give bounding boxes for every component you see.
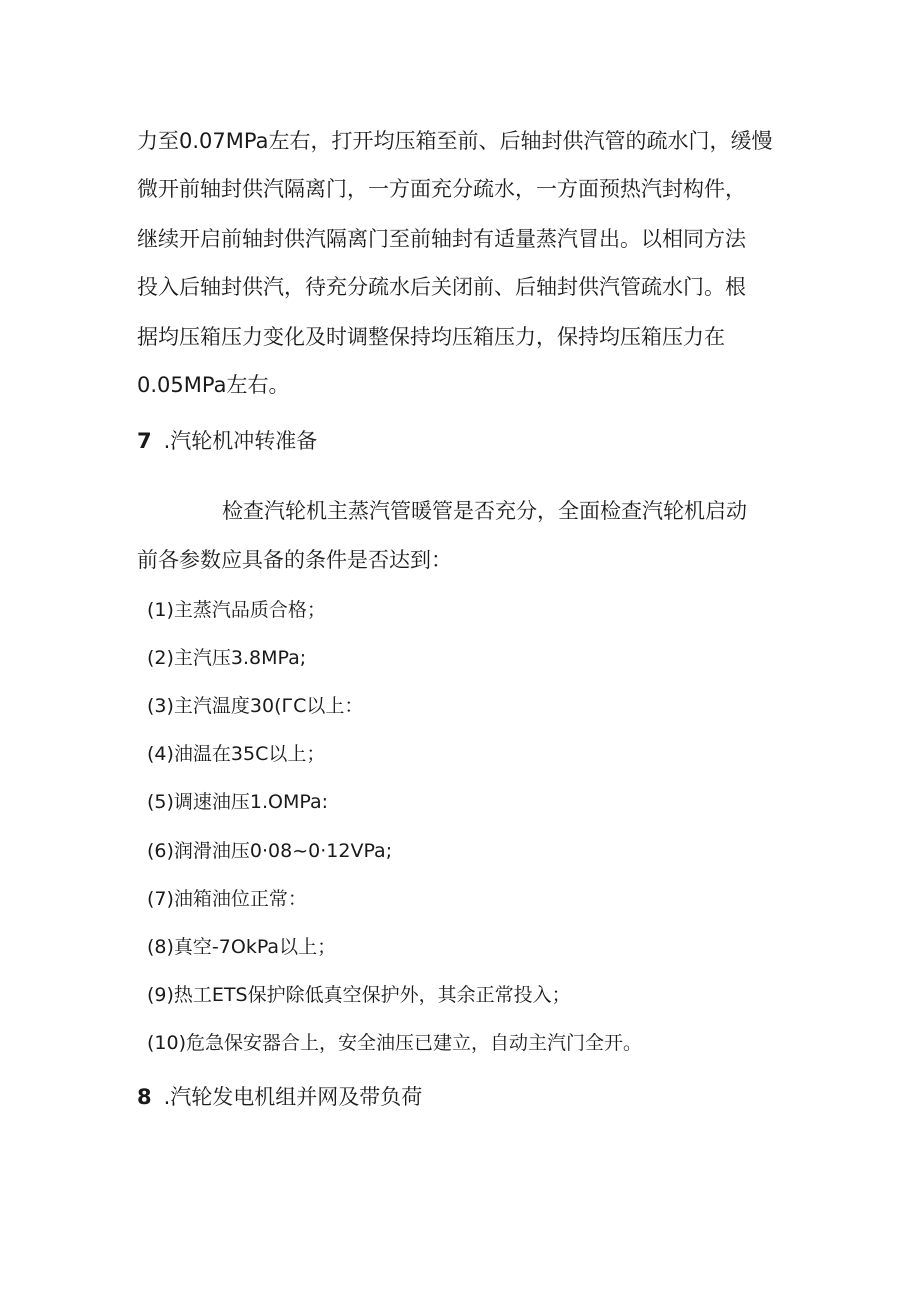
condition-item: (5)调速油压1.OMPa: — [147, 791, 329, 813]
section-title: .汽轮发电机组并网及带负荷 — [163, 1085, 423, 1109]
condition-item: (7)油箱油位正常： — [147, 888, 307, 910]
condition-item: (1)主蒸汽品质合格； — [147, 599, 326, 621]
condition-item: (3)主汽温度30(ГC以上： — [147, 695, 364, 717]
condition-item: (6)润滑油压0·08~0·12VPa; — [147, 840, 393, 862]
paragraph-line: 继续开启前轴封供汽隔离门至前轴封有适量蒸汽冒出。以相同方法 — [137, 227, 746, 251]
condition-item: (4)油温在35C以上； — [147, 743, 326, 765]
paragraph-line: 前各参数应具备的条件是否达到： — [137, 548, 452, 572]
section-heading-7 — [137, 427, 317, 455]
paragraph-line: 0.05MPa左右。 — [137, 373, 290, 397]
paragraph-line: 力至0.07MPa左右，打开均压箱至前、后轴封供汽管的疏水门，缓慢 — [137, 129, 773, 153]
paragraph-line: 投入后轴封供汽，待充分疏水后关闭前、后轴封供汽管疏水门。根 — [137, 275, 746, 299]
section-number: 7 — [137, 429, 152, 453]
condition-item: (9)热工ETS保护除低真空保护外，其余正常投入； — [147, 984, 571, 1006]
section-title: .汽轮机冲转准备 — [163, 429, 318, 453]
section-number: 8 — [137, 1085, 152, 1109]
paragraph-line: 微开前轴封供汽隔离门，一方面充分疏水，一方面预热汽封构件， — [137, 177, 746, 201]
condition-item: (10)危急保安器合上，安全油压已建立，自动主汽门全开。 — [147, 1032, 643, 1054]
paragraph-line: 据均压箱压力变化及时调整保持均压箱压力，保持均压箱压力在 — [137, 325, 725, 349]
condition-item: (2)主汽压3.8MPa; — [147, 647, 307, 669]
paragraph-line: 检查汽轮机主蒸汽管暖管是否充分，全面检查汽轮机启动 — [222, 499, 747, 523]
section-heading-8 — [137, 1083, 422, 1111]
condition-item: (8)真空-7OkPa以上； — [147, 936, 337, 958]
